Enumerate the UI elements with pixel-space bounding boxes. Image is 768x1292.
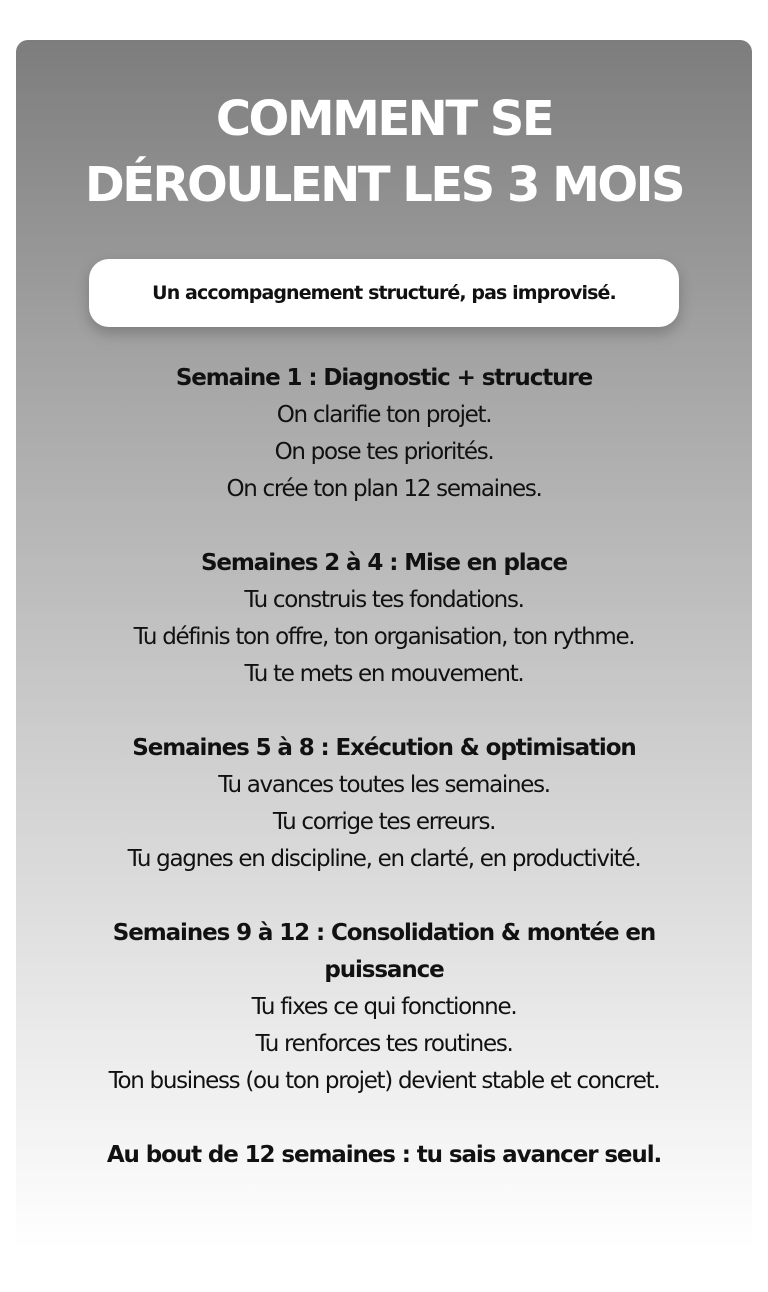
section-line: On crée ton plan 12 semaines. <box>226 476 542 502</box>
section-line: Tu construis tes fondations. <box>244 587 524 613</box>
timeline-content <box>16 360 752 1174</box>
section-line: Tu renforces tes routines. <box>255 1031 513 1057</box>
section-line: On clarifie ton projet. <box>276 402 492 428</box>
title-line-1: COMMENT SE <box>215 91 553 147</box>
section-line: Tu te mets en mouvement. <box>244 661 524 687</box>
section-weeks-9-12 <box>16 915 752 1100</box>
section-line: On pose tes priorités. <box>274 439 494 465</box>
section-heading: Semaines 9 à 12 : Consolidation & montée en puissance <box>112 920 656 983</box>
section-week-1 <box>16 360 752 508</box>
title-line-2: DÉROULENT LES 3 MOIS <box>84 157 684 213</box>
section-line: Tu avances toutes les semaines. <box>218 772 550 798</box>
subtitle-badge <box>89 259 679 327</box>
section-heading: Semaines 5 à 8 : Exécution & optimisation <box>132 735 636 761</box>
page-title <box>16 86 752 218</box>
section-line: Ton business (ou ton projet) devient stable et concret. <box>108 1068 660 1094</box>
section-weeks-2-4 <box>16 545 752 693</box>
conclusion-text: Au bout de 12 semaines : tu sais avancer seul. <box>106 1142 662 1168</box>
section-line: Tu fixes ce qui fonctionne. <box>251 994 517 1020</box>
section-line: Tu corrige tes erreurs. <box>272 809 496 835</box>
program-card <box>16 40 752 1250</box>
section-heading: Semaine 1 : Diagnostic + structure <box>175 365 593 391</box>
section-heading: Semaines 2 à 4 : Mise en place <box>200 550 568 576</box>
section-line: Tu gagnes en discipline, en clarté, en productivité. <box>127 846 641 872</box>
section-line: Tu définis ton offre, ton organisation, ton rythme. <box>133 624 635 650</box>
subtitle-text: Un accompagnement structuré, pas improvisé. <box>152 282 616 304</box>
section-weeks-5-8 <box>16 730 752 878</box>
